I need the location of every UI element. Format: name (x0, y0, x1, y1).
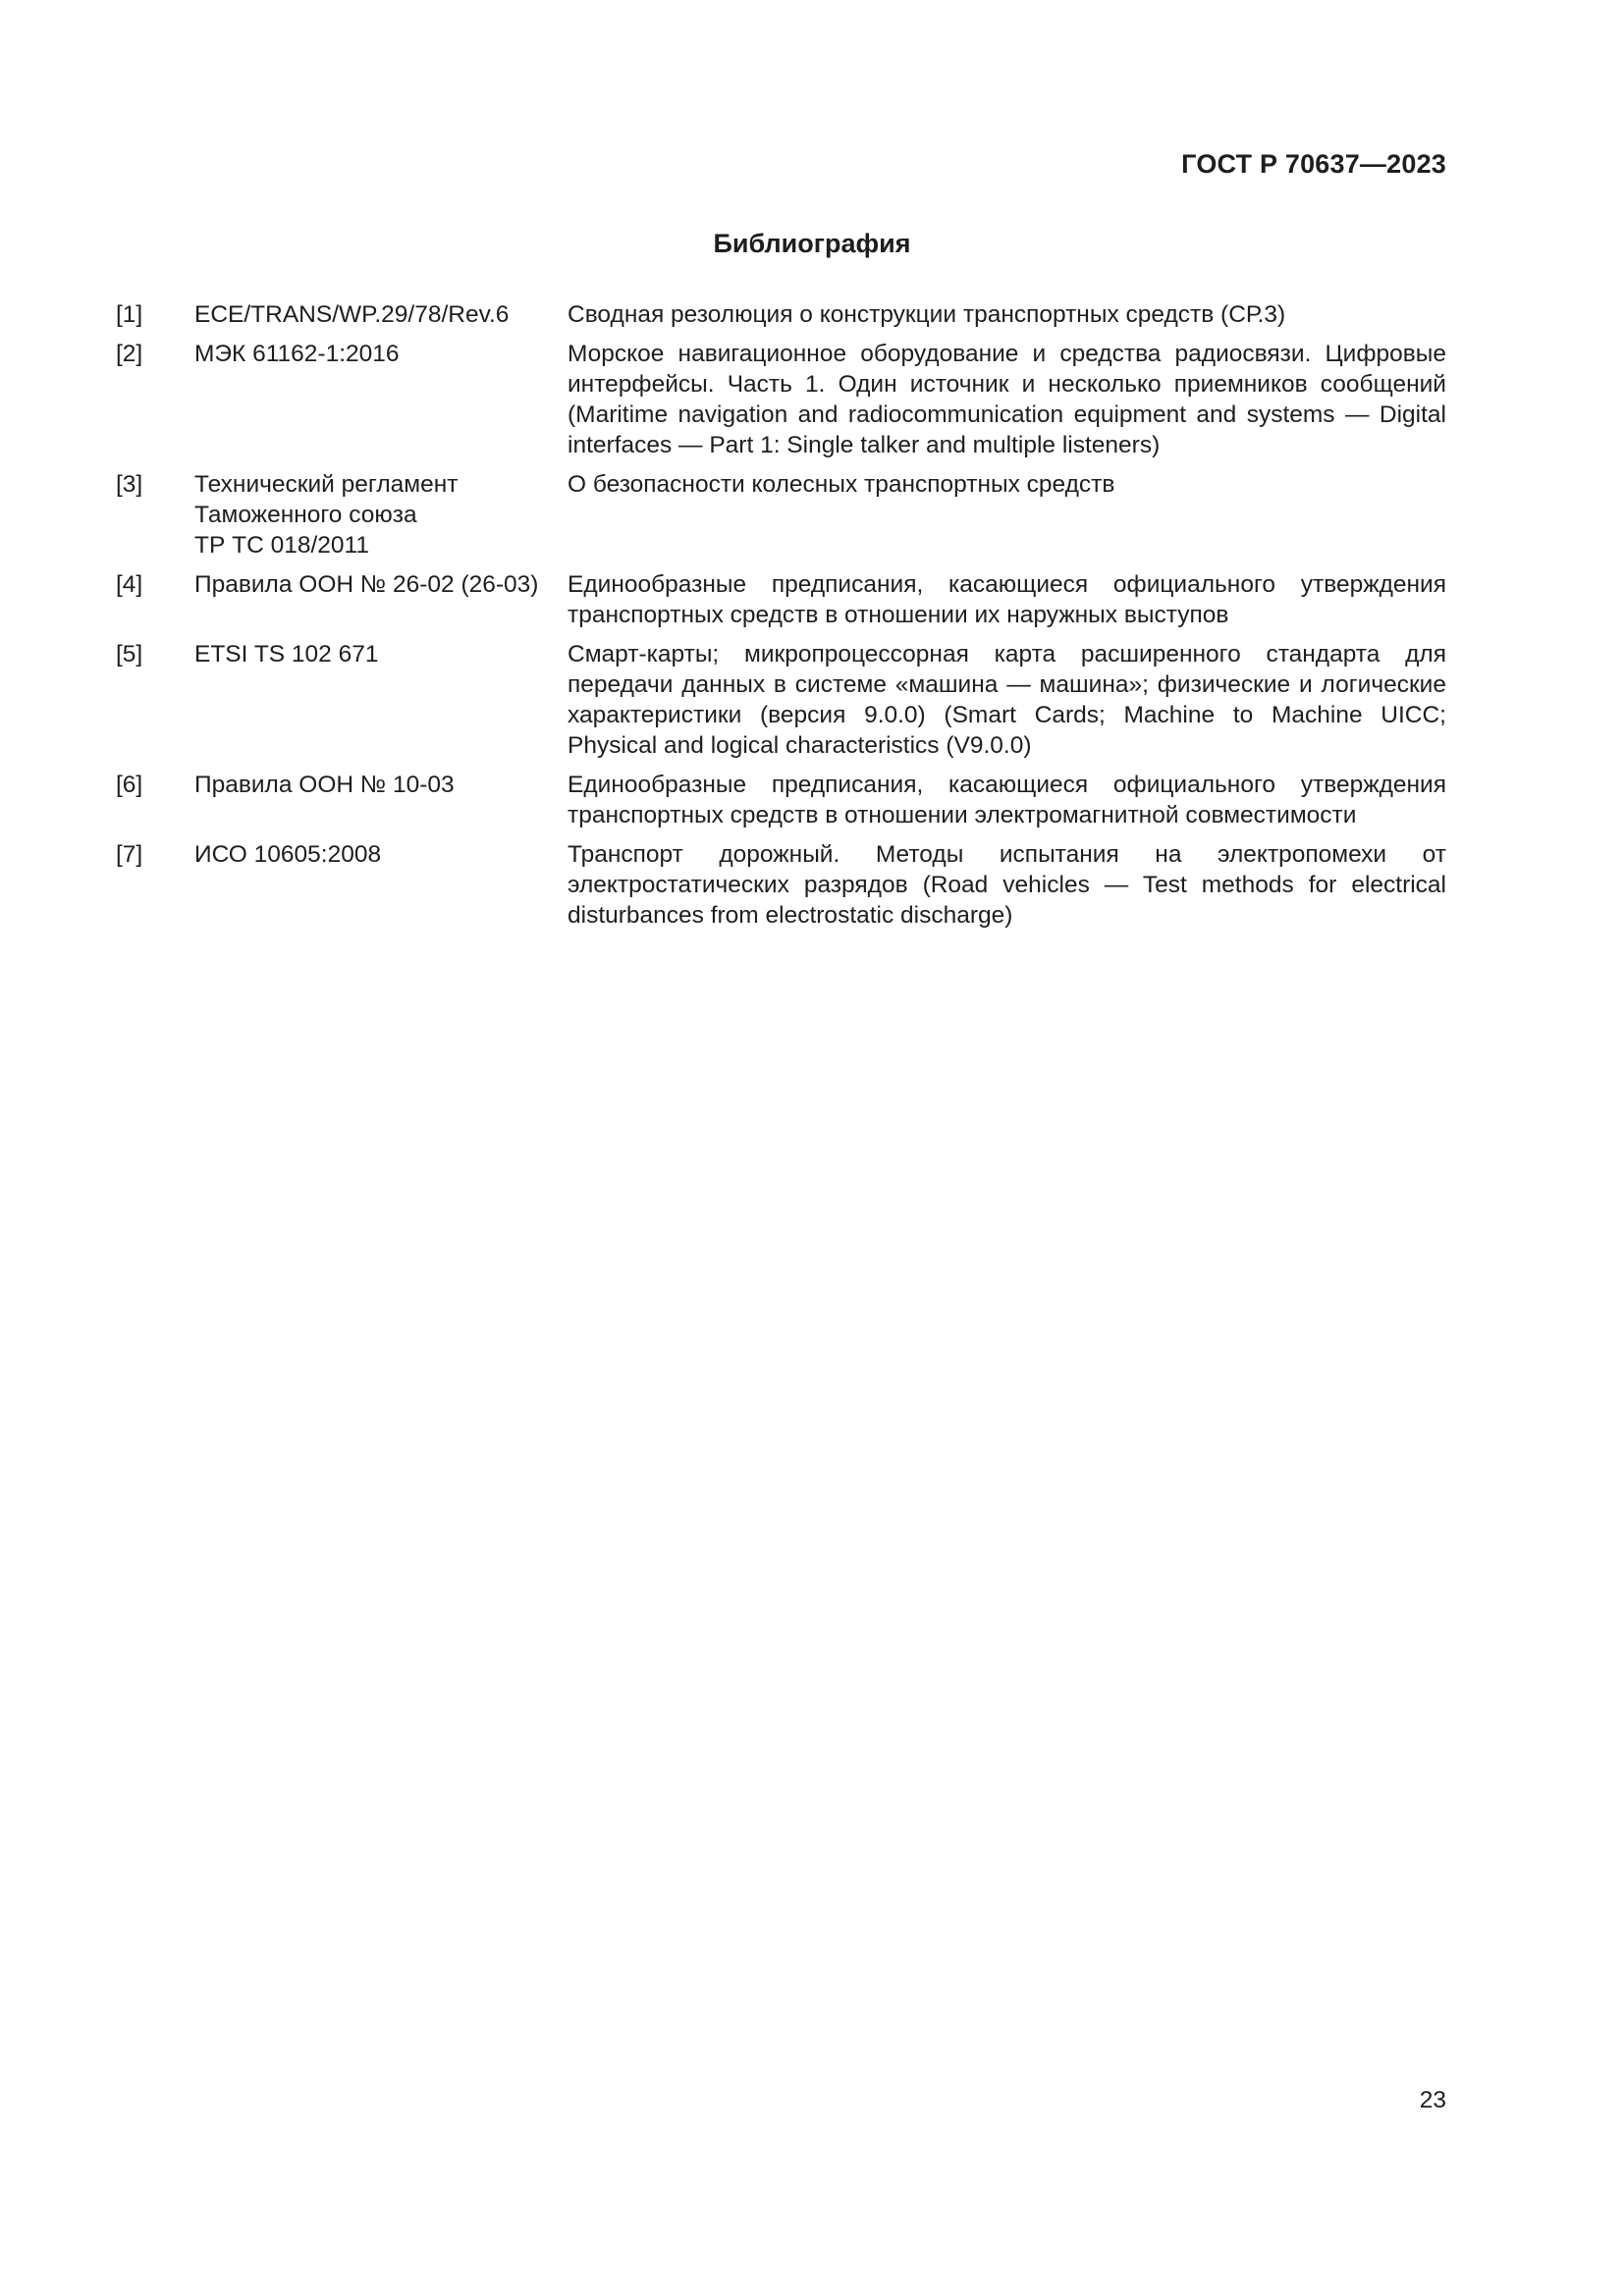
entry-description: Единообразные предписания, касающиеся официального утверждения транспортных средств в отношении их наружных выступов (568, 571, 1446, 628)
entry-reference: ECE/TRANS/WP.29/78/Rev.6 (194, 301, 510, 328)
entry-description: Транспорт дорожный. Методы испытания на электропомехи от электростатических разрядов (Road vehicles — Test methods for electrical disturbances from electrostatic discharge) (568, 841, 1446, 929)
bibliography-table (116, 299, 1446, 939)
bibliography-entry (116, 469, 1446, 569)
bibliography-entry (116, 770, 1446, 839)
entry-reference: ETSI TS 102 671 (194, 641, 379, 667)
entry-reference: ИСО 10605:2008 (194, 841, 382, 868)
bibliography-entry (116, 839, 1446, 939)
bibliography-entry (116, 339, 1446, 469)
entry-reference-line: Технический регламент (194, 471, 459, 498)
entry-description: Морское навигационное оборудование и средства радиосвязи. Цифровые интерфейсы. Часть 1. Один источник и несколько приемников сообщений (Maritime navigation and radiocommunication equipment and systems — Digital interfaces — Part 1: Single talker and multiple listeners) (568, 341, 1446, 458)
bibliography-entry (116, 639, 1446, 770)
entry-description: Сводная резолюция о конструкции транспортных средств (СР.3) (568, 301, 1286, 328)
bibliography-entry (116, 299, 1446, 339)
entry-number: [4] (116, 571, 143, 598)
entry-reference: Правила ООН № 26-02 (26-03) (194, 571, 539, 598)
page-number: 23 (1419, 2087, 1446, 2113)
entry-number: [2] (116, 341, 143, 367)
entry-reference-line: Таможенного союза (194, 502, 417, 528)
entry-number: [5] (116, 641, 143, 667)
entry-number: [3] (116, 471, 143, 498)
entry-description: О безопасности колесных транспортных средств (568, 471, 1115, 498)
entry-reference-line: ТР ТС 018/2011 (194, 532, 369, 559)
entry-number: [6] (116, 772, 143, 798)
bibliography-entry (116, 569, 1446, 639)
document-code: ГОСТ Р 70637—2023 (1181, 149, 1446, 179)
entry-description: Смарт-карты; микропроцессорная карта расширенного стандарта для передачи данных в системе «машина — машина»; физические и логические характеристики (версия 9.0.0) (Smart Cards; Machine to Machine UICC; Physical and logical characteristics (V9.0.0) (568, 641, 1446, 759)
entry-description: Единообразные предписания, касающиеся официального утверждения транспортных средств в отношении электромагнитной совместимости (568, 772, 1446, 828)
entry-reference: Правила ООН № 10-03 (194, 772, 455, 798)
entry-reference (194, 469, 568, 569)
entry-reference: МЭК 61162-1:2016 (194, 341, 400, 367)
bibliography-title: Библиография (713, 229, 911, 258)
entry-number: [7] (116, 841, 143, 868)
entry-number: [1] (116, 301, 143, 328)
